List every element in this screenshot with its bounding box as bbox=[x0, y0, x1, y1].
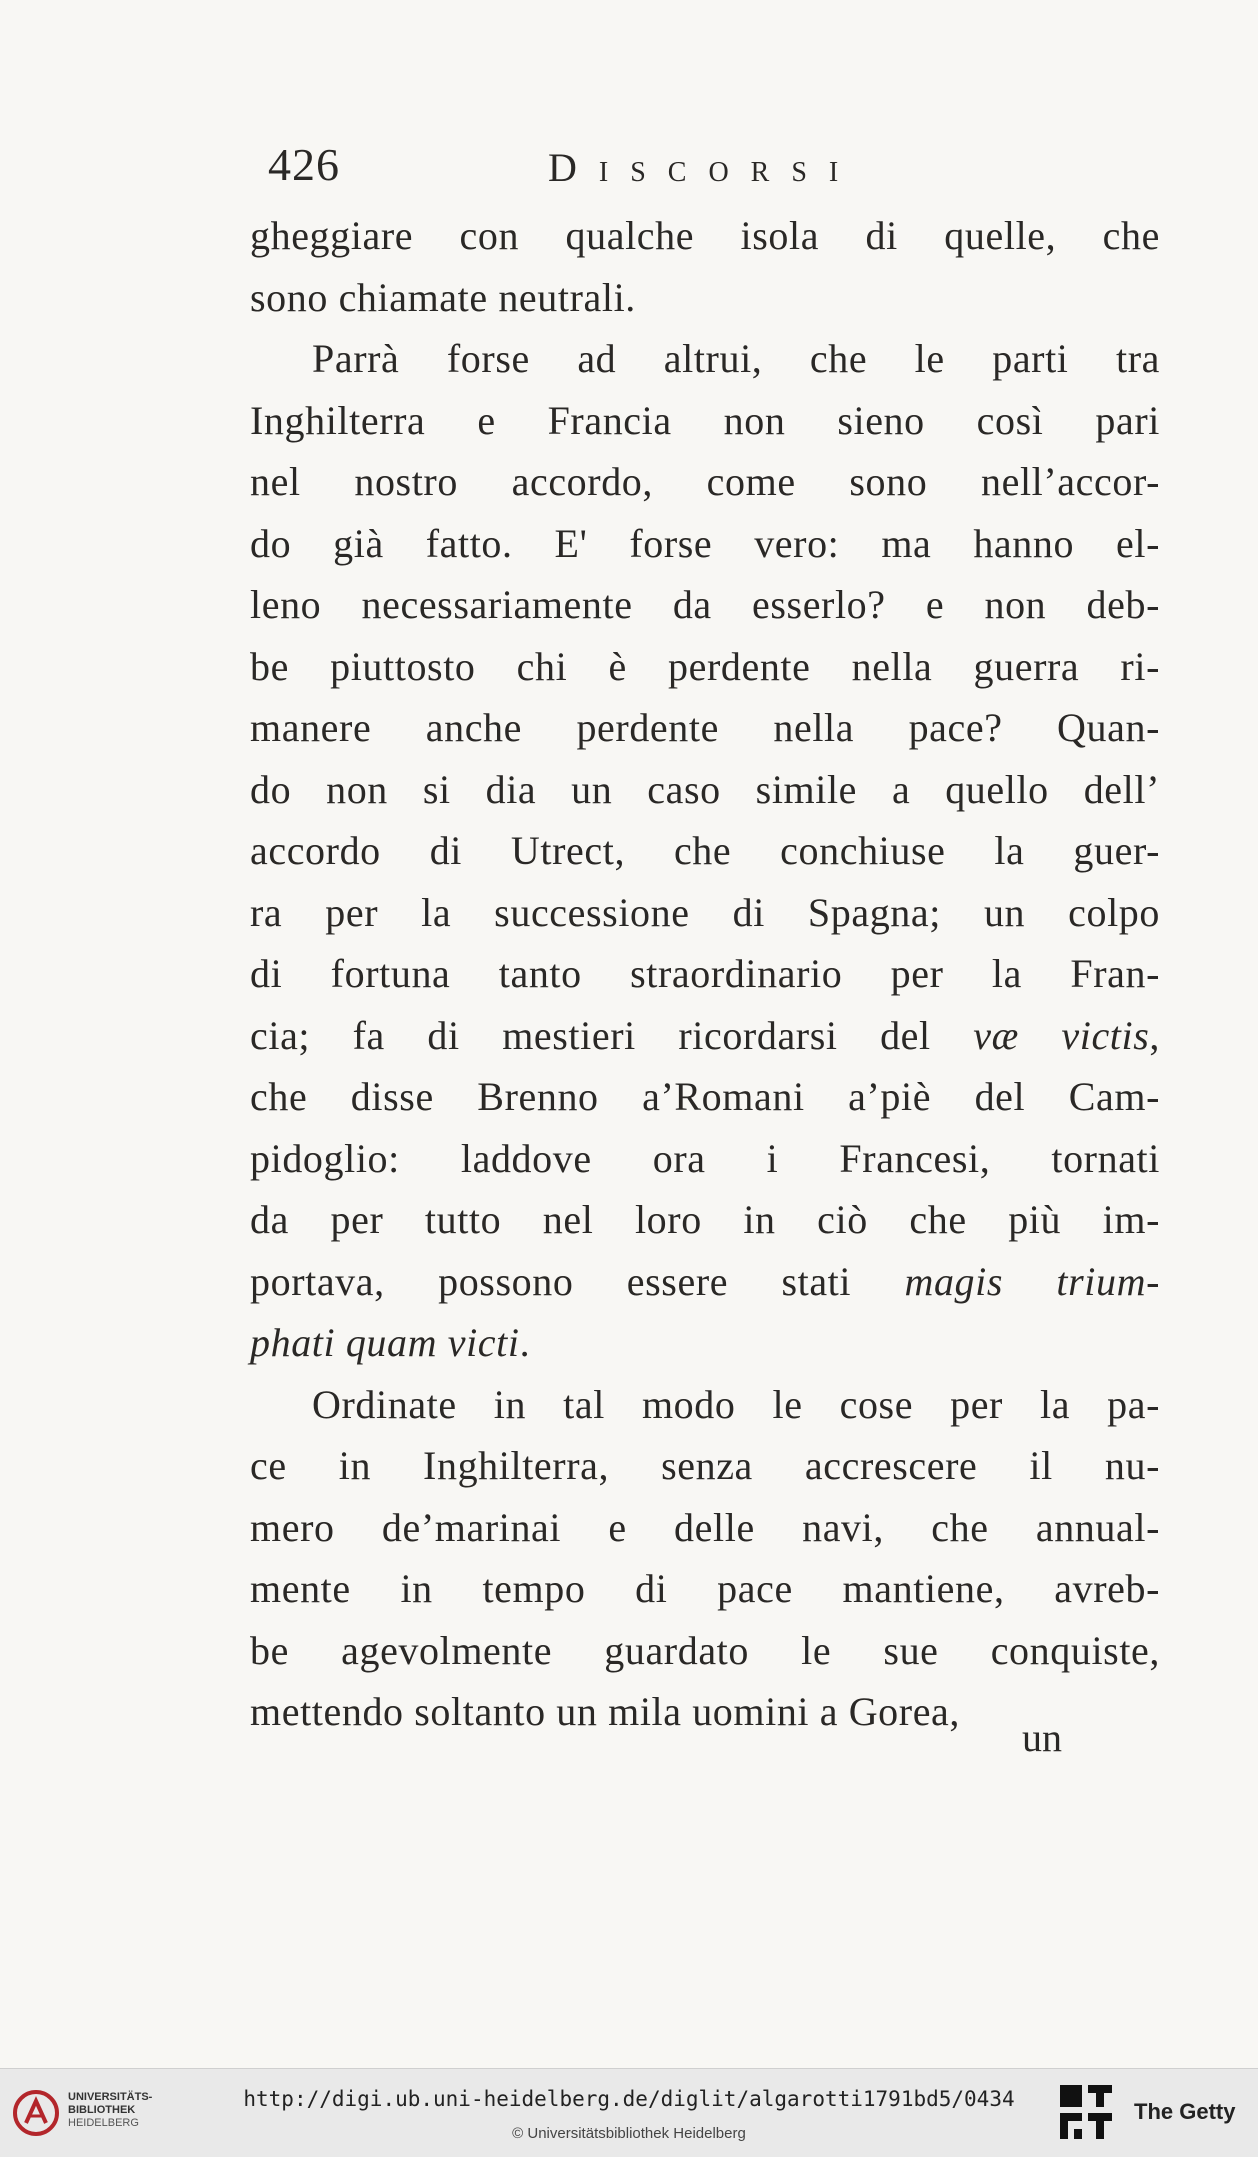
text-line: gheggiare con qualche isola di quelle, che bbox=[250, 213, 1160, 258]
text-line: accordo di Utrect, che conchiuse la guer- bbox=[250, 828, 1160, 873]
text-line: do non si dia un caso simile a quello dell’ bbox=[250, 766, 1160, 812]
text-line: be piuttosto chi è perdente nella guerra ri- bbox=[250, 643, 1160, 689]
text-line: do già fatto. E' forse vero: ma hanno el- bbox=[250, 520, 1160, 566]
text-line: mero de’marinai e delle navi, che annual- bbox=[250, 1504, 1160, 1550]
text-line: ce in Inghilterra, senza accrescere il nu- bbox=[250, 1443, 1160, 1488]
text-line: nel nostro accordo, come sono nell’accor- bbox=[250, 459, 1160, 504]
text-line: mente in tempo di pace mantiene, avreb- bbox=[250, 1566, 1160, 1611]
text-line: mettendo soltanto un mila uomini a Gorea, bbox=[250, 1689, 961, 1734]
text-line: portava, possono essere stati magis trium- bbox=[250, 1258, 1160, 1304]
text-line: leno necessariamente da esserlo? e non deb- bbox=[250, 582, 1160, 627]
viewer-footer bbox=[0, 2068, 1258, 2157]
text-line: sono chiamate neutrali. bbox=[250, 274, 636, 320]
running-head bbox=[268, 138, 1168, 198]
getty-logo-icon[interactable] bbox=[1058, 2083, 1114, 2143]
running-head-title: Discorsi bbox=[548, 145, 861, 190]
copyright-notice: © Universitätsbibliothek Heidelberg bbox=[512, 2125, 746, 2142]
text-line: phati quam victi. bbox=[250, 1320, 531, 1365]
text-line: manere anche perdente nella pace? Quan- bbox=[250, 705, 1160, 750]
text-line: pidoglio: laddove ora i Francesi, tornati bbox=[250, 1135, 1160, 1181]
text-line: Inghilterra e Francia non sieno così pari bbox=[250, 397, 1160, 443]
text-line: cia; fa di mestieri ricordarsi del væ victis, bbox=[250, 1012, 1160, 1058]
text-line: be agevolmente guardato le sue conquiste, bbox=[250, 1627, 1160, 1673]
page-number: 426 bbox=[268, 139, 340, 190]
text-line: di fortuna tanto straordinario per la Fran- bbox=[250, 951, 1160, 996]
text-line: Ordinate in tal modo le cose per la pa- bbox=[312, 1381, 1160, 1427]
library-name: UNIVERSITÄTS- BIBLIOTHEK HEIDELBERG bbox=[68, 2091, 153, 2129]
text-line: da per tutto nel loro in ciò che più im- bbox=[250, 1197, 1160, 1242]
text-line: che disse Brenno a’Romani a’piè del Cam- bbox=[250, 1074, 1160, 1119]
permalink-url[interactable]: http://digi.ub.uni-heidelberg.de/diglit/algarotti1791bd5/0434 bbox=[243, 2087, 1015, 2111]
text-line: ra per la successione di Spagna; un colpo bbox=[250, 889, 1160, 935]
text-line: Parrà forse ad altrui, che le parti tra bbox=[312, 336, 1160, 381]
body-text bbox=[250, 205, 1160, 1743]
sponsor-name: The Getty bbox=[1134, 2099, 1236, 2124]
catchword: un bbox=[1022, 1715, 1062, 1760]
